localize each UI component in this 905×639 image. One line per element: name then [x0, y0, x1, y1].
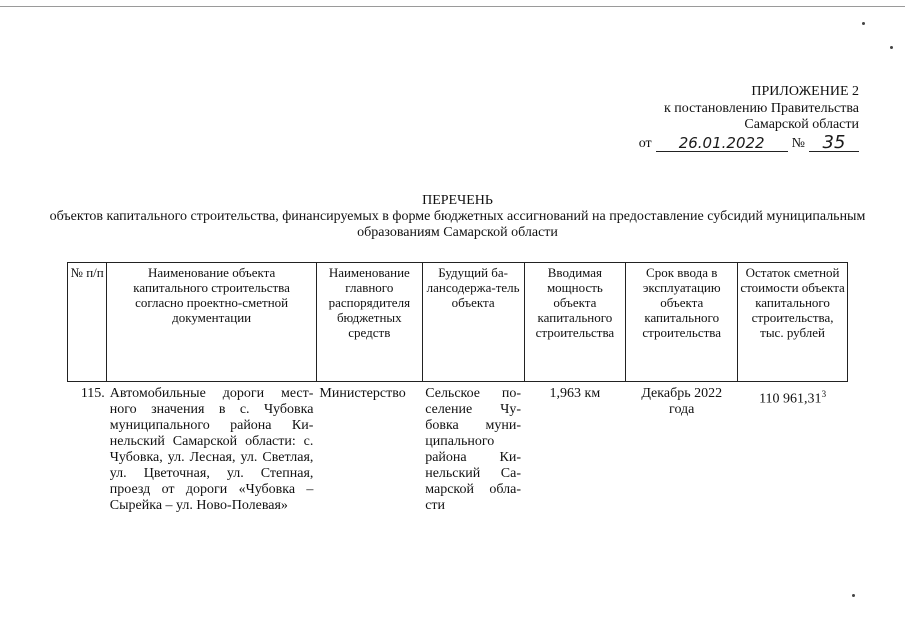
row-future-holder: Сельское по-селение Чу-бовка муни-ципального района Ки-нельский Са-марской обла-сти — [425, 386, 521, 513]
header-number: № п/п — [68, 263, 107, 382]
scan-speck — [890, 46, 893, 49]
header-object-name: Наименование объекта капитального строительства согласно проектно-сметной документации — [107, 263, 317, 382]
from-label: от — [638, 136, 652, 151]
row-object-name: Автомобильные дороги мест-ного значения в с. Чубовка муниципального района Ки-нельский Самарской области: с. Чубовка, ул. Лесная, ул. Светлая, ул. Цветочная, ул. Степная, проезд от дороги «Чубовка – Сырейка – ул. Ново-Полевая» — [109, 386, 314, 513]
handwritten-date: 26.01.2022 — [656, 135, 788, 152]
row-commissioning-term: Декабрь 2022 года — [641, 386, 723, 417]
document-heading — [40, 193, 875, 241]
heading-subtitle: объектов капитального строительства, финансируемых в форме бюджетных ассигнований на предоставление субсидий муниципальным образованиям Самарской области — [49, 209, 866, 240]
appendix-block — [599, 84, 859, 152]
header-budget-manager: Наименование главного распорядителя бюджетных средств — [316, 263, 422, 382]
cost-footnote-mark: 3 — [821, 389, 827, 399]
signature-line — [599, 132, 859, 153]
table-header-row — [68, 263, 848, 382]
appendix-line: Самарской области — [744, 117, 859, 132]
appendix-line: к постановлению Правительства — [663, 101, 859, 116]
table-row — [68, 382, 848, 519]
row-number: 115. — [80, 386, 105, 401]
scan-speck — [852, 594, 855, 597]
heading-title: ПЕРЕЧЕНЬ — [422, 193, 493, 208]
scan-edge-line — [0, 6, 905, 7]
header-remaining-cost: Остаток сметной стоимости объекта капитального строительства, тыс. рублей — [738, 263, 848, 382]
row-remaining-cost — [738, 382, 848, 519]
scan-speck — [862, 22, 865, 25]
header-commissioning-term: Срок ввода в эксплуатацию объекта капитального строительства — [626, 263, 738, 382]
appendix-title: ПРИЛОЖЕНИЕ 2 — [751, 84, 859, 99]
objects-table — [67, 262, 848, 518]
row-budget-manager: Министерство — [319, 386, 406, 401]
header-capacity: Вводимая мощность объекта капитального строительства — [524, 263, 626, 382]
cost-value: 110 961,31 — [759, 391, 822, 407]
handwritten-number: 35 — [809, 135, 859, 152]
header-future-holder: Будущий ба-лансодержа-тель объекта — [422, 263, 524, 382]
row-capacity: 1,963 км — [549, 386, 601, 401]
number-label: № — [791, 136, 805, 151]
